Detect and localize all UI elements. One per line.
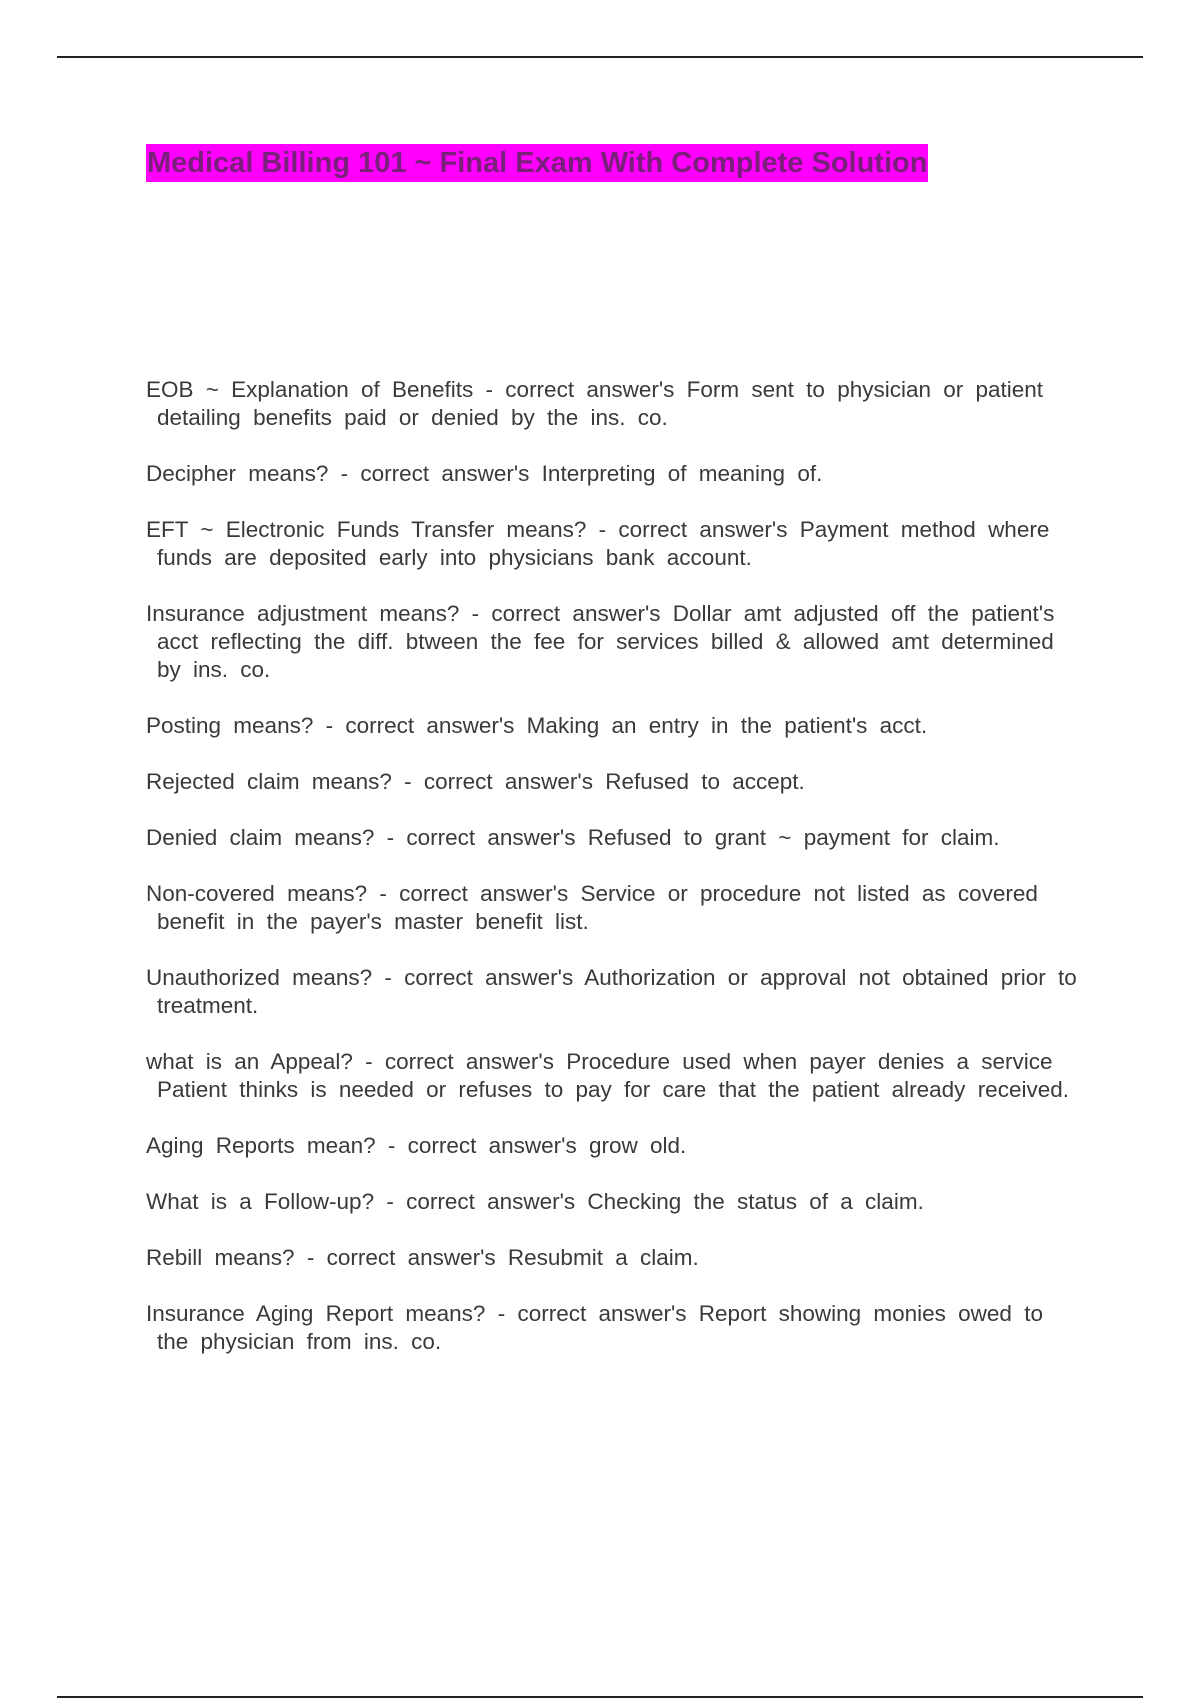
qa-entry-insurance-aging-report: Insurance Aging Report means? - correct answer's Report showing monies owed to the physician from ins. co. bbox=[146, 1301, 1043, 1354]
qa-entry-non-covered: Non-covered means? - correct answer's Service or procedure not listed as covered benefit in the payer's master benefit list. bbox=[146, 881, 1038, 934]
document-title: Medical Billing 101 ~ Final Exam With Complete Solution bbox=[146, 144, 928, 182]
qa-entry-insurance-adjustment: Insurance adjustment means? - correct answer's Dollar amt adjusted off the patient's acct reflecting the diff. btween the fee for services billed & allowed amt determined by ins. co. bbox=[146, 601, 1055, 682]
qa-entry-rejected-claim: Rejected claim means? - correct answer's Refused to accept. bbox=[146, 769, 805, 794]
qa-list bbox=[146, 376, 1086, 1384]
qa-entry-denied-claim: Denied claim means? - correct answer's Refused to grant ~ payment for claim. bbox=[146, 825, 1000, 850]
bottom-rule bbox=[57, 1696, 1143, 1698]
qa-entry-eob: EOB ~ Explanation of Benefits - correct answer's Form sent to physician or patient detailing benefits paid or denied by the ins. co. bbox=[146, 377, 1044, 430]
qa-entry-aging-reports: Aging Reports mean? - correct answer's grow old. bbox=[146, 1133, 687, 1158]
qa-entry-unauthorized: Unauthorized means? - correct answer's Authorization or approval not obtained prior to treatment. bbox=[146, 965, 1077, 1018]
qa-entry-appeal: what is an Appeal? - correct answer's Procedure used when payer denies a service Patient thinks is needed or refuses to pay for care that the patient already received. bbox=[146, 1049, 1069, 1102]
top-rule bbox=[57, 56, 1143, 58]
qa-entry-posting: Posting means? - correct answer's Making an entry in the patient's acct. bbox=[146, 713, 928, 738]
qa-entry-rebill: Rebill means? - correct answer's Resubmit a claim. bbox=[146, 1245, 699, 1270]
qa-entry-follow-up: What is a Follow-up? - correct answer's Checking the status of a claim. bbox=[146, 1189, 924, 1214]
qa-entry-eft: EFT ~ Electronic Funds Transfer means? - correct answer's Payment method where funds are deposited early into physicians bank account. bbox=[146, 517, 1050, 570]
qa-entry-decipher: Decipher means? - correct answer's Interpreting of meaning of. bbox=[146, 461, 823, 486]
